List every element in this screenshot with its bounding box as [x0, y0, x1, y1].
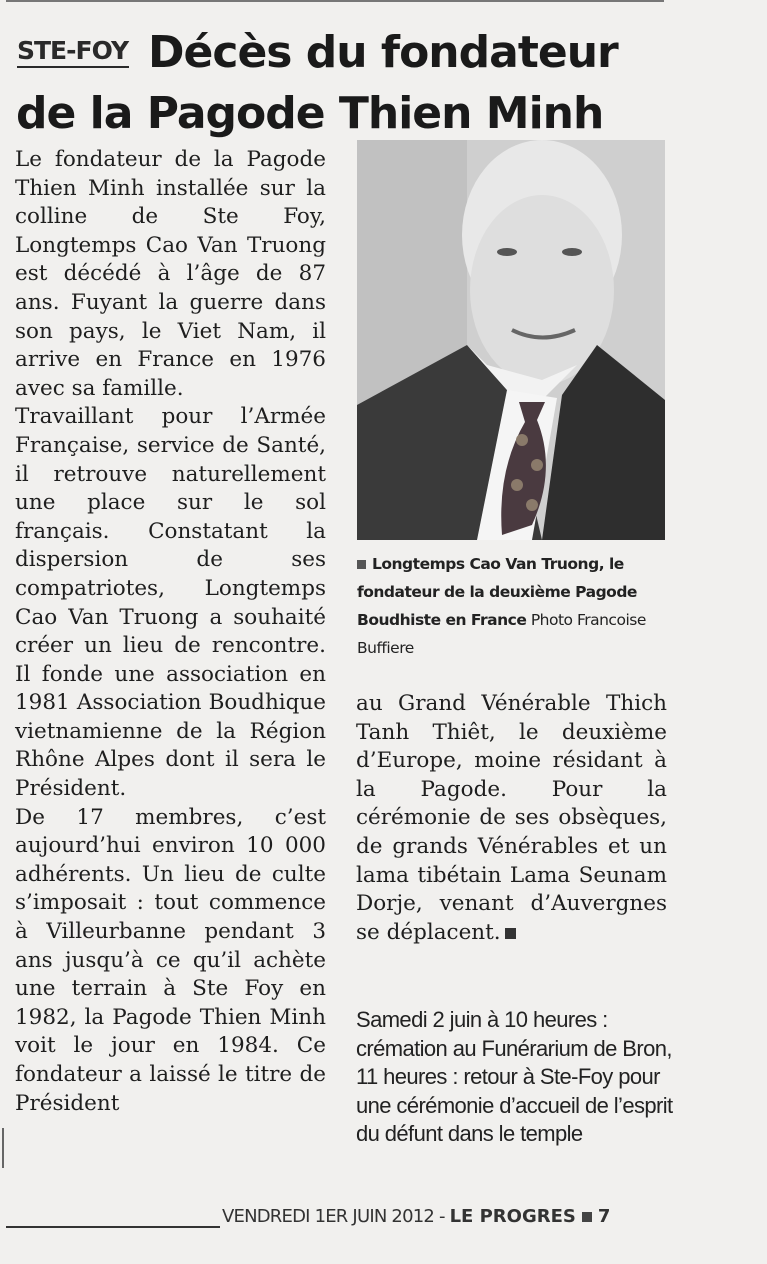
event-info: Samedi 2 juin à 10 heures : crémation au Funérarium de Bron, 11 heures : retour à Ste-Foy pour une cérémonie d’accueil de l’esprit du défunt dans le temple — [356, 1007, 673, 1147]
page-footer — [222, 1206, 610, 1227]
photo-credit: Photo Francoise Buffiere — [357, 611, 646, 657]
footer-separator-icon — [582, 1212, 592, 1222]
portrait-photo — [357, 140, 665, 540]
body-column-left — [15, 146, 326, 1118]
paragraph-4 — [356, 690, 667, 947]
body-column-right — [356, 690, 667, 947]
footer-rule — [6, 1226, 220, 1228]
kicker-underline — [17, 66, 129, 68]
end-mark-icon — [505, 928, 516, 939]
page-number: 7 — [597, 1206, 610, 1227]
paragraph-1: Le fondateur de la Pagode Thien Minh installée sur la colline de Ste Foy, Longtemps Cao Van Truong est décédé à l’âge de 87 ans. Fuyant la guerre dans son pays, le Viet Nam, il arrive en France en 1976 avec sa famille. — [15, 147, 326, 401]
newspaper-name: LE PROGRES — [449, 1206, 576, 1227]
top-rule — [6, 0, 664, 2]
photo-caption — [357, 550, 665, 662]
caption-text: Longtemps Cao Van Truong, le fondateur de la deuxième Pagode Boudhiste en France — [357, 555, 637, 629]
caption-bullet-icon — [357, 560, 366, 569]
paragraph-2: Travaillant pour l’Armée Française, service de Santé, il retrouve naturellement une place sur le sol français. Constatant la dispersion de ses compatriotes, Longtemps Cao Van Truong a souhaité créer un lieu de rencontre. Il fonde une association en 1981 Association Boudhique vietnamienne de la Région Rhône Alpes dont il sera le Président. — [15, 404, 326, 802]
headline-line-1: Décès du fondateur — [148, 27, 618, 78]
margin-mark — [2, 1128, 4, 1168]
portrait-illustration — [357, 140, 665, 540]
paragraph-4-text: au Grand Vénérable Thich Tanh Thiêt, le deuxième d’Europe, moine résidant à la Pagode. Pour la cérémonie de ses obsèques, de grands Vénérables et un lama tibétain Lama Seunam Dorje, venant d’Auvergnes se déplacent. — [356, 691, 667, 945]
paragraph-3: De 17 membres, c’est aujourd’hui environ 10 000 adhérents. Un lieu de culte s’imposait : tout commence à Villeurbanne pendant 3 ans jusqu’à ce qu’il achète une terrain à Ste Foy en 1982, la Pagode Thien Minh voit le jour en 1984. Ce fondateur a laissé le titre de Président — [15, 804, 326, 1116]
section-kicker: STE-FOY — [17, 36, 129, 65]
headline-line-2: de la Pagode Thien Minh — [16, 88, 604, 139]
footer-date: VENDREDI 1ER JUIN 2012 - — [222, 1206, 445, 1227]
